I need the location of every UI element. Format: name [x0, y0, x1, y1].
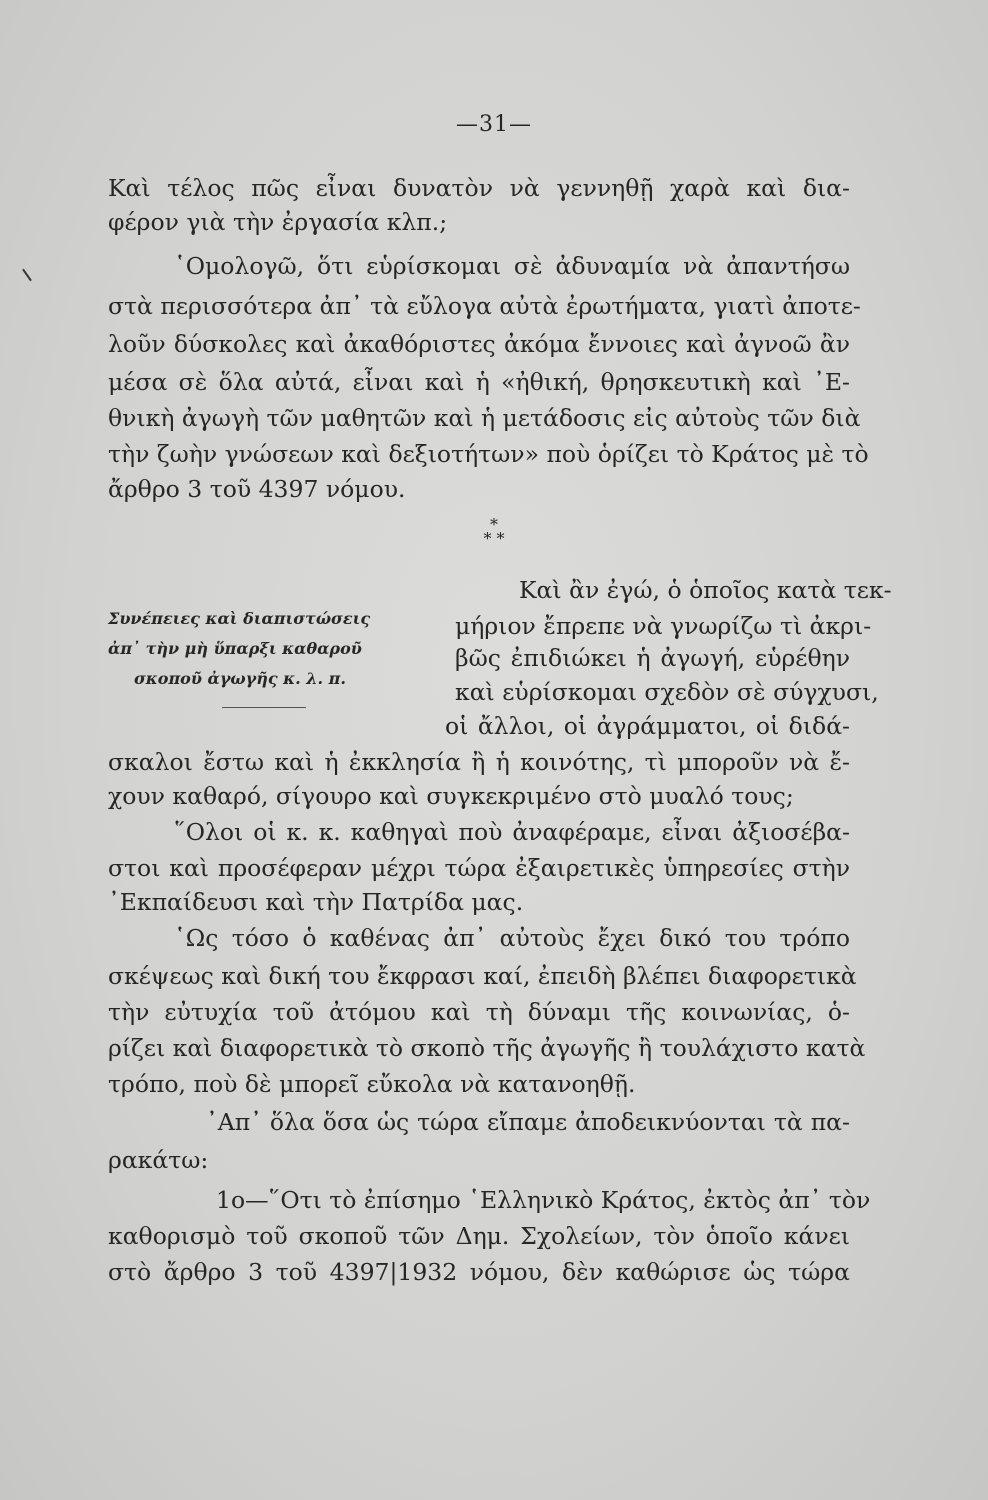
body-line: θνικὴ ἀγωγὴ τῶν μαθητῶν καὶ ἡ μετάδοσις εἰς αὐτοὺς τῶν διὰ — [108, 404, 861, 432]
body-line: ῾Ως τόσο ὁ καθένας ἀπ᾿ αὐτοὺς ἔχει δικό του τρόπο — [174, 924, 850, 952]
body-line: ῞Ολοι οἱ κ. κ. καθηγαὶ ποὺ ἀναφέραμε, εἶναι ἀξιοσέβα- — [174, 818, 850, 846]
margin-note — [108, 604, 408, 694]
right-column-line: μήριον ἔπρεπε νὰ γνωρίζω τὶ ἀκρι- — [455, 612, 872, 640]
body-line: τρόπο, ποὺ δὲ μπορεῖ εὔκολα νὰ κατανοηθῇ. — [108, 1070, 636, 1098]
body-line: στὰ περισσότερα ἀπ᾿ τὰ εὔλογα αὐτὰ ἐρωτήματα, γιατὶ ἀποτε- — [108, 292, 861, 320]
right-column-line: καὶ εὑρίσκομαι σχεδὸν σὲ σύγχυσι, — [455, 678, 879, 706]
body-line: ᾿Εκπαίδευσι καὶ τὴν Πατρίδα μας. — [108, 888, 524, 916]
section-break-top-star: * — [490, 515, 498, 534]
body-line: στὸ ἄρθρο 3 τοῦ 4397|1932 νόμου, δὲν καθώρισε ὡς τώρα — [108, 1258, 850, 1286]
body-line: σκέψεως καὶ δική του ἔκφρασι καί, ἐπειδὴ βλέπει διαφορετικὰ — [108, 962, 857, 990]
margin-note-line: σκοποῦ ἀγωγῆς κ. λ. π. — [134, 669, 346, 688]
body-line: ᾿Απ᾿ ὅλα ὅσα ὡς τώρα εἴπαμε ἀποδεικνύονται τὰ πα- — [206, 1108, 850, 1136]
body-line: ρακάτω: — [108, 1146, 209, 1174]
body-line: ἄρθρο 3 τοῦ 4397 νόμου. — [108, 475, 406, 503]
body-line: Καὶ τέλος πῶς εἶναι δυνατὸν νὰ γεννηθῇ χαρὰ καὶ δια- — [108, 174, 850, 202]
page-number: —31— — [456, 112, 532, 137]
body-line: χουν καθαρό, σίγουρο καὶ συγκεκριμένο στὸ μυαλό τους; — [108, 782, 794, 810]
section-break-stars: * * — [483, 529, 505, 548]
body-line: τὴν εὐτυχία τοῦ ἀτόμου καὶ τὴ δύναμι τῆς κοινωνίας, ὁ- — [108, 998, 850, 1026]
body-line: φέρον γιὰ τὴν ἐργασία κλπ.; — [108, 208, 448, 236]
right-column-line: οἱ ἄλλοι, οἱ ἀγράμματοι, οἱ διδά- — [445, 712, 850, 740]
margin-note-rule — [222, 707, 306, 708]
body-line: ῾Ομολογῶ, ὅτι εὑρίσκομαι σὲ ἀδυναμία νὰ ἀπαντήσω — [174, 252, 850, 280]
right-column-line: Καὶ ἂν ἐγώ, ὁ ὁποῖος κατὰ τεκ- — [519, 576, 892, 604]
margin-note-line: Συνέπειες καὶ διαπιστώσεις — [108, 609, 371, 628]
body-line: 1ο—῞Οτι τὸ ἐπίσημο ῾Ελληνικὸ Κράτος, ἐκτὸς ἀπ᾿ τὸν — [216, 1186, 871, 1214]
body-line: στοι καὶ προσέφεραν μέχρι τώρα ἐξαιρετικὲς ὑπηρεσίες στὴν — [108, 854, 850, 882]
stray-ink-mark — [22, 269, 32, 282]
body-line: τὴν ζωὴν γνώσεων καὶ δεξιοτήτων» ποὺ ὁρίζει τὸ Κράτος μὲ τὸ — [108, 440, 869, 468]
right-column-line: βῶς ἐπιδιώκει ἡ ἀγωγή, εὑρέθην — [455, 644, 850, 672]
body-line: μέσα σὲ ὅλα αὐτά, εἶναι καὶ ἡ «ἠθική, θρησκευτικὴ καὶ ᾿Ε- — [108, 368, 850, 396]
body-line: σκαλοι ἔστω καὶ ἡ ἐκκλησία ἢ ἡ κοινότης, τὶ μποροῦν νὰ ἔ- — [108, 748, 850, 776]
body-line: ρίζει καὶ διαφορετικὰ τὸ σκοπὸ τῆς ἀγωγῆς ἢ τουλάχιστο κατὰ — [108, 1034, 866, 1062]
body-line: καθορισμὸ τοῦ σκοποῦ τῶν Δημ. Σχολείων, τὸν ὁποῖο κάνει — [108, 1222, 850, 1250]
margin-note-line: ἀπ᾿ τὴν μὴ ὕπαρξι καθαροῦ — [108, 639, 362, 658]
body-line: λοῦν δύσκολες καὶ ἀκαθόριστες ἀκόμα ἔννοιες καὶ ἀγνοῶ ἂν — [108, 330, 850, 358]
